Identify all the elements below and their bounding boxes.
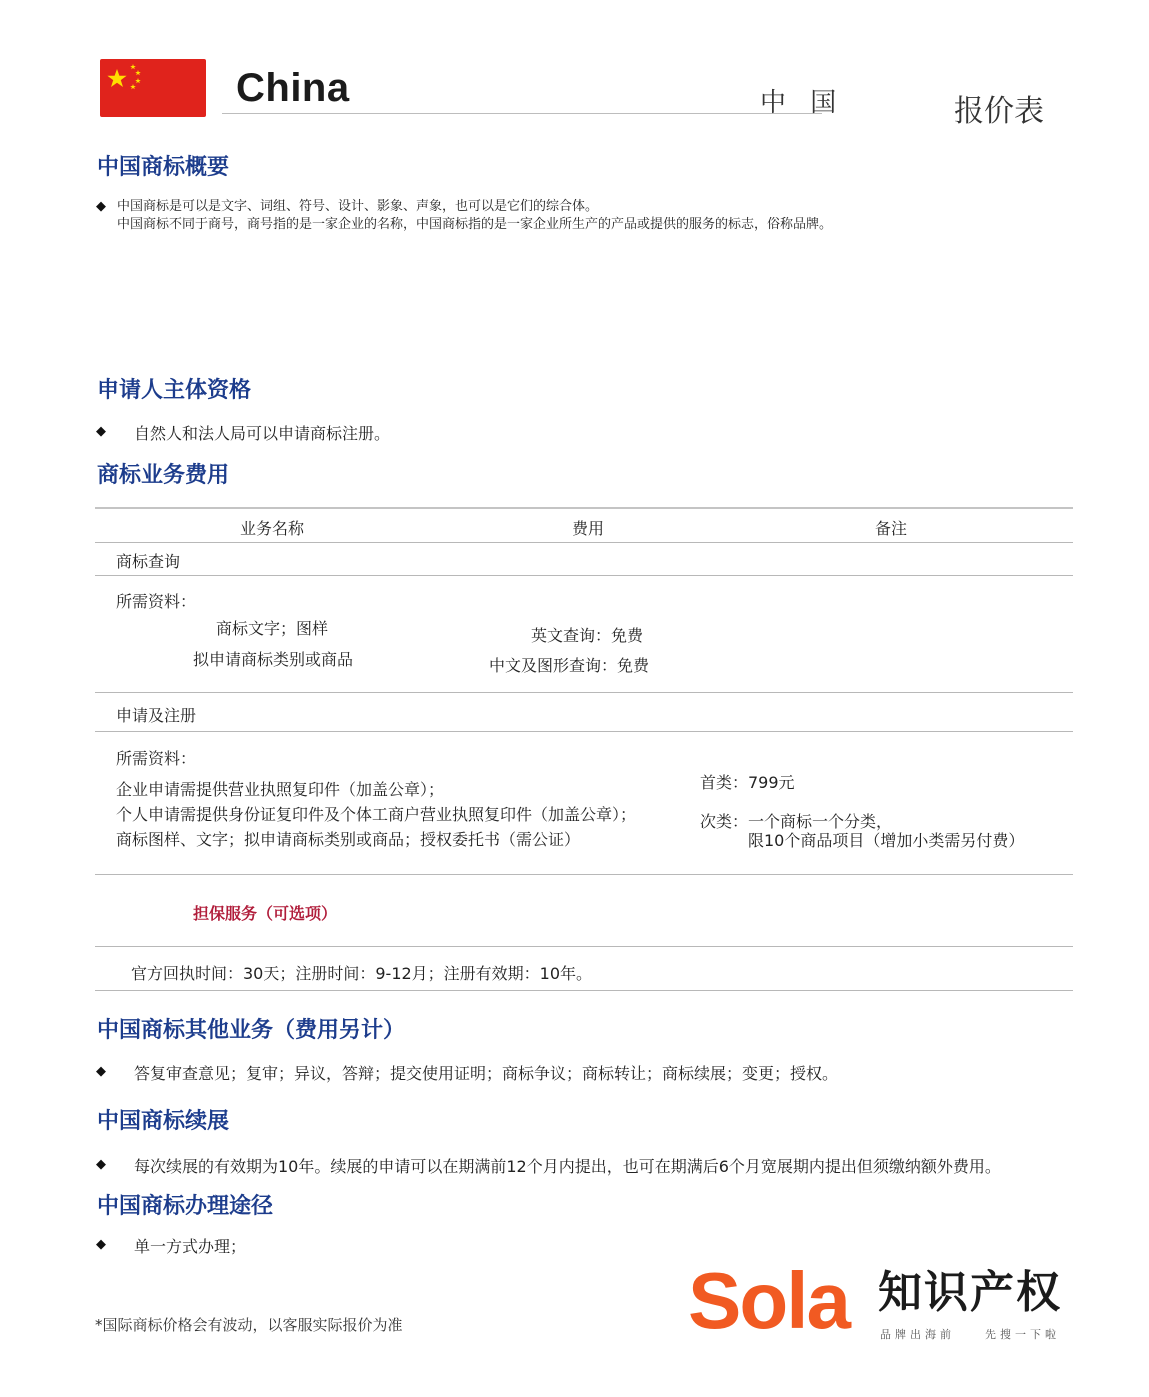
filing-route-text: 单一方式办理； (134, 1237, 247, 1256)
overview-line-1: 中国商标是可以是文字、词组、符号、设计、影象、声象，也可以是它们的综合体。 (117, 199, 599, 214)
table-top-rule (95, 507, 1073, 509)
logo-tagline-right: 先搜一下啦 (985, 1328, 1060, 1341)
bullet-icon: ◆ (96, 199, 106, 214)
china-flag (100, 59, 206, 117)
renewal-text: 每次续展的有效期为10年。续展的申请可以在期满前12个月内提出，也可在期满后6个月宽展期内提出但须缴纳额外费用。 (134, 1157, 1001, 1176)
bullet-icon: ◆ (96, 424, 106, 439)
table-bottom-rule (95, 990, 1073, 991)
column-header-service: 业务名称 (239, 519, 304, 538)
registration-material-2: 个人申请需提供身份证复印件及个体工商户营业执照复印件（加盖公章）； (116, 805, 637, 824)
row-search-name: 商标查询 (116, 552, 181, 571)
country-name-en: China (236, 66, 350, 110)
registration-fee-first-class: 首类：799元 (700, 773, 795, 792)
overview-heading: 中国商标概要 (97, 155, 230, 180)
search-materials-label: 所需资料： (116, 592, 197, 611)
flag-stars-icon (100, 59, 206, 117)
registration-fee-next-class: 次类：一个商标一个分类， (700, 812, 893, 831)
table-divider (95, 731, 1073, 732)
table-divider (95, 692, 1073, 693)
search-material-2: 拟申请商标类别或商品 (193, 650, 354, 669)
column-header-fee: 费用 (571, 519, 604, 538)
search-material-1: 商标文字；图样 (216, 619, 329, 638)
bullet-icon: ◆ (96, 1064, 106, 1079)
overview-line-2: 中国商标不同于商号，商号指的是一家企业的名称，中国商标指的是一家企业所生产的产品或提供的服务的标志，俗称品牌。 (117, 217, 833, 232)
registration-materials-label: 所需资料： (116, 749, 197, 768)
timing-info: 官方回执时间：30天；注册时间：9-12月；注册有效期：10年。 (131, 964, 593, 983)
column-header-notes: 备注 (874, 519, 907, 538)
other-services-text: 答复审查意见；复审；异议，答辩；提交使用证明；商标争议；商标转让；商标续展；变更；授权。 (134, 1064, 839, 1083)
eligibility-heading: 申请人主体资格 (97, 378, 252, 403)
filing-route-heading: 中国商标办理途径 (97, 1194, 274, 1219)
registration-material-1: 企业申请需提供营业执照复印件（加盖公章）； (116, 780, 445, 799)
logo-name-cn: 知识产权 (878, 1267, 1062, 1318)
bullet-icon: ◆ (96, 1157, 106, 1172)
guarantee-service: 担保服务（可选项） (193, 904, 338, 923)
table-divider (95, 575, 1073, 576)
price-footnote: *国际商标价格会有波动，以客服实际报价为准 (95, 1316, 403, 1334)
logo-tagline-left: 品牌出海前 (880, 1328, 955, 1341)
table-divider (95, 542, 1073, 543)
bullet-icon: ◆ (96, 1237, 106, 1252)
renewal-heading: 中国商标续展 (97, 1109, 230, 1134)
table-divider (95, 874, 1073, 875)
table-divider (95, 946, 1073, 947)
document-title: 报价表 (954, 94, 1044, 129)
title-underline (222, 113, 822, 114)
country-name-cn: 中 国 (760, 88, 845, 118)
search-fee-chinese: 中文及图形查询：免费 (489, 656, 650, 675)
fees-heading: 商标业务费用 (97, 463, 230, 488)
search-fee-english: 英文查询：免费 (531, 626, 644, 645)
sola-logo: Sola (688, 1256, 849, 1345)
eligibility-text: 自然人和法人局可以申请商标注册。 (134, 424, 391, 443)
row-registration-name: 申请及注册 (116, 706, 197, 725)
other-services-heading: 中国商标其他业务（费用另计） (97, 1018, 406, 1043)
registration-fee-next-class-note: 限10个商品项目（增加小类需另付费） (748, 831, 1025, 850)
registration-material-3: 商标图样、文字；拟申请商标类别或商品；授权委托书（需公证） (116, 830, 581, 849)
